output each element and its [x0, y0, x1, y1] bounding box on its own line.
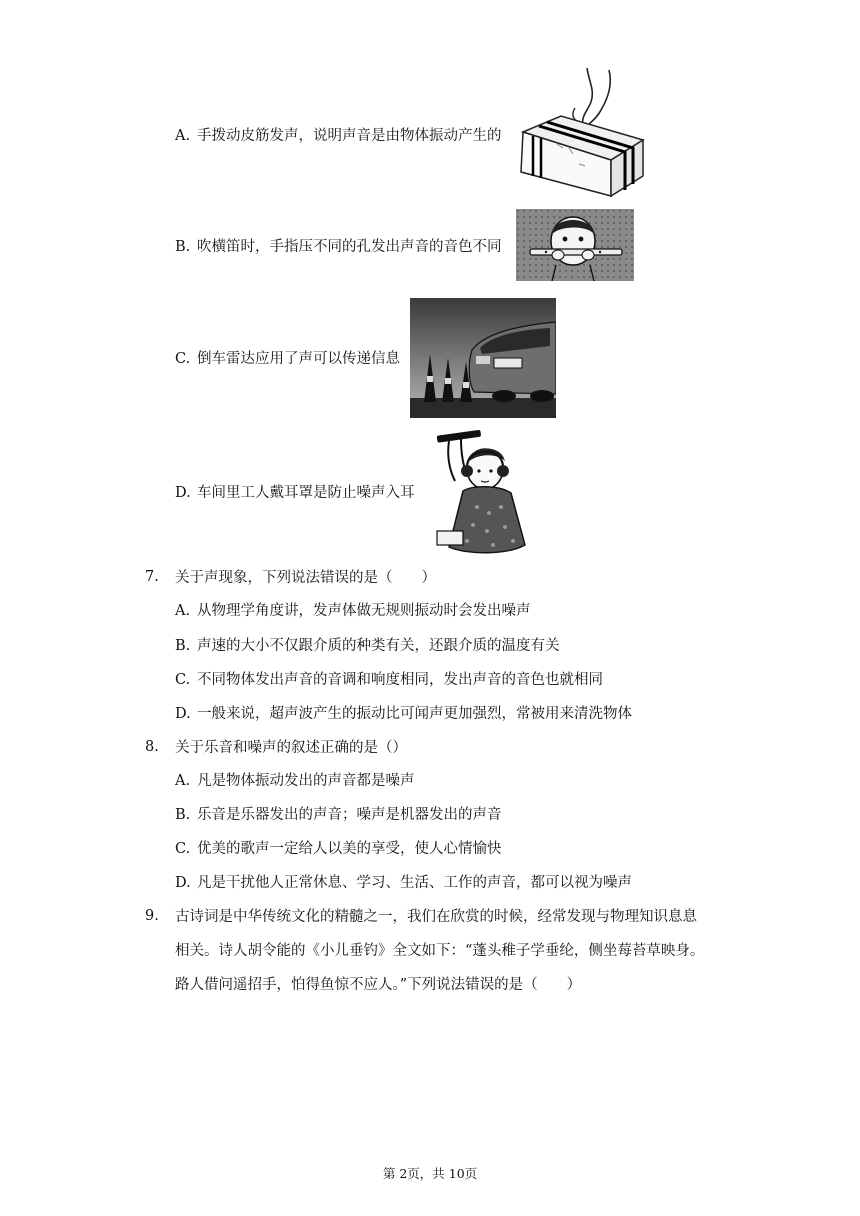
option-text: 凡是物体振动发出的声音都是噪声	[197, 773, 415, 789]
option-text: 乐音是乐器发出的声音；噪声是机器发出的声音	[197, 807, 502, 823]
q6-option-c	[175, 350, 400, 368]
option-letter: D.	[175, 706, 191, 722]
q8-option-d	[175, 874, 632, 892]
q7-option-c	[175, 671, 603, 689]
option-text: 不同物体发出声音的音调和响度相同，发出声音的音色也就相同	[197, 672, 603, 688]
option-letter: C.	[175, 672, 191, 688]
option-text: 倒车雷达应用了声可以传递信息	[197, 351, 400, 367]
q8-option-a	[175, 772, 415, 790]
option-letter: D.	[175, 485, 191, 501]
q6-option-d	[175, 484, 415, 502]
option-text: 声速的大小不仅跟介质的种类有关，还跟介质的温度有关	[197, 638, 560, 654]
question-7-number: 7.	[145, 569, 159, 585]
option-text: 吹横笛时，手指压不同的孔发出声音的音色不同	[197, 239, 502, 255]
q8-option-c	[175, 840, 502, 858]
question-9-line-3: 路人借问遥招手，怕得鱼惊不应人。”下列说法错误的是（ ）	[175, 977, 582, 993]
worker-earmuffs-picture	[427, 427, 539, 559]
q7-option-a	[175, 602, 531, 620]
option-text: 凡是干扰他人正常休息、学习、生活、工作的声音，都可以视为噪声	[197, 875, 632, 891]
page-footer: 第 2页，共 10页	[382, 1166, 478, 1181]
q6-option-a	[175, 127, 502, 145]
question-8-stem: 关于乐音和噪声的叙述正确的是（）	[175, 740, 407, 756]
flute-player-picture	[516, 209, 634, 281]
q7-option-b	[175, 637, 560, 655]
rubber-band-box-picture	[517, 68, 647, 198]
option-letter: C.	[175, 841, 191, 857]
option-text: 一般来说，超声波产生的振动比可闻声更加强烈，常被用来清洗物体	[197, 706, 632, 722]
option-letter: B.	[175, 239, 191, 255]
option-text: 车间里工人戴耳罩是防止噪声入耳	[197, 485, 415, 501]
question-9-line-1: 古诗词是中华传统文化的精髓之一，我们在欣赏的时候，经常发现与物理知识息息	[175, 909, 697, 925]
option-text: 手拨动皮筋发声，说明声音是由物体振动产生的	[197, 128, 502, 144]
question-8-number: 8.	[145, 739, 159, 755]
option-letter: D.	[175, 875, 191, 891]
question-9-number: 9.	[145, 908, 159, 924]
option-text: 从物理学角度讲，发声体做无规则振动时会发出噪声	[197, 603, 531, 619]
option-letter: A.	[175, 603, 191, 619]
reversing-car-picture	[410, 298, 556, 418]
option-letter: B.	[175, 638, 191, 654]
option-letter: A.	[175, 128, 191, 144]
option-letter: C.	[175, 351, 191, 367]
option-letter: A.	[175, 773, 191, 789]
question-9-line-2: 相关。诗人胡令能的《小儿垂钓》全文如下：“蓬头稚子学垂纶，侧坐莓苔草映身。	[175, 943, 705, 959]
option-text: 优美的歌声一定给人以美的享受，使人心情愉快	[197, 841, 502, 857]
option-letter: B.	[175, 807, 191, 823]
q8-option-b	[175, 806, 502, 824]
question-7-stem: 关于声现象，下列说法错误的是（ ）	[175, 570, 436, 586]
q7-option-d	[175, 705, 632, 723]
q6-option-b	[175, 238, 502, 256]
